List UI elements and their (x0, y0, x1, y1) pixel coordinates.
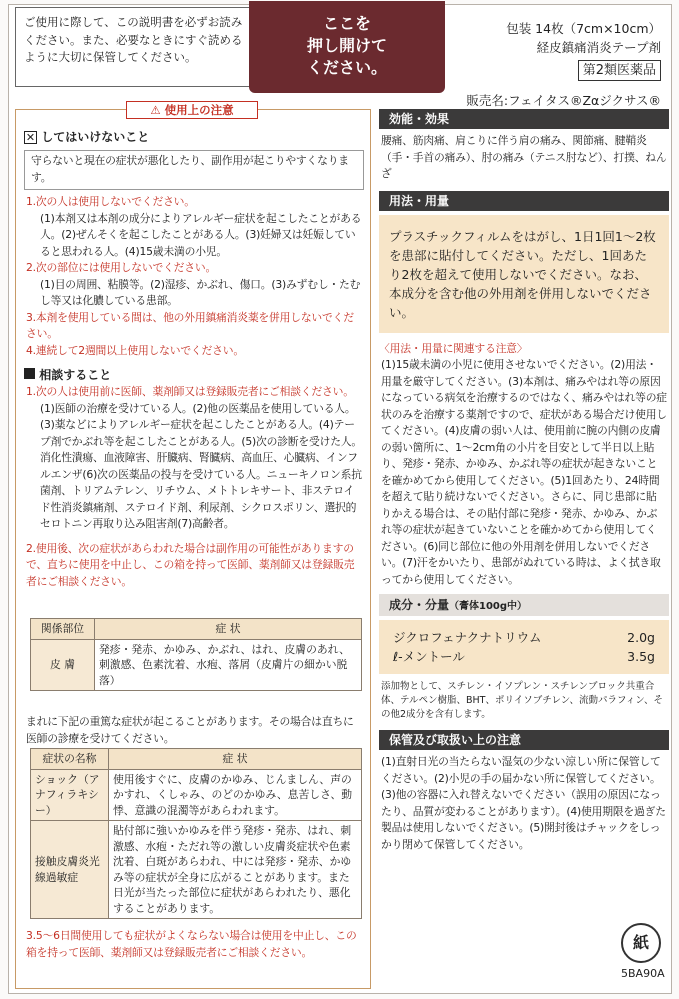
ingredients-sub: （膏体100g中） (449, 601, 528, 612)
caution-title-text: 使用上の注意 (164, 103, 234, 117)
open-here-flap[interactable] (249, 1, 445, 93)
product-code: 5BA90A (621, 967, 665, 980)
table-cell: 貼付部に強いかゆみを伴う発疹・発赤、はれ、刺激感、水疱・ただれ等の激しい皮膚炎症状や色素沈着、白斑があらわれ、中には発疹・発赤、かゆみ等の症状が全身に広がることがあります。また日光が当たった部位に症状があらわれたり、悪化することがあります。 (109, 821, 362, 919)
info-column (379, 109, 669, 857)
dont-item-title: 1.次の人は使用しないでください。 (26, 195, 195, 208)
related-title: 〈用法・用量に関連する注意〉 (379, 341, 528, 355)
effects-heading: 効能・効果 (379, 109, 669, 129)
storage-heading: 保管及び取扱い上の注意 (379, 730, 669, 750)
flap-line: 押し開けて (306, 36, 387, 55)
dont-item: 4.連続して2週間以上使用しないでください。 (26, 343, 244, 357)
table-header: 症 状 (95, 619, 362, 640)
table-cell: 使用後すぐに、皮膚のかゆみ、じんましん、声のかすれ、くしゃみ、のどのかゆみ、息苦しさ、動悸、意識の混濁等があらわれます。 (109, 769, 362, 821)
ingredient-name: ℓ-メントール (393, 649, 465, 664)
table-cell: ショック（アナフィラキシー） (31, 769, 109, 821)
dont-item-title: 2.次の部位には使用しないでください。 (26, 261, 217, 274)
dont-list (26, 194, 364, 359)
prohibit-icon: ✕ (25, 131, 36, 144)
ingredients-title: 成分・分量 (389, 598, 450, 612)
ingredient-amount: 3.5g (627, 649, 655, 664)
caution-section (15, 103, 371, 989)
usage-body: プラスチックフィルムをはがし、1日1回1～2枚を患部に貼付してください。ただし、1回あたり2枚を超えて使用しないでください。なお、本成分を含む他の外用剤を併用しないでください。 (379, 215, 669, 333)
flap-line: ここを (322, 14, 371, 33)
consult-heading (24, 366, 111, 383)
effects-body: 腰痛、筋肉痛、肩こりに伴う肩の痛み、関節痛、腱鞘炎（手・手首の痛み）、肘の痛み（テニス肘など）、打撲、ねんざ (381, 134, 667, 180)
package-size: 包装 14枚（7cm×10cm） (506, 21, 661, 36)
dont-item: 3.本剤を使用している間は、他の外用鎮痛消炎薬を併用しないでください。 (26, 310, 354, 340)
related-body: (1)15歳未満の小児に使用させないでください。(2)用法・用量を厳守してください。(3)本剤は、痛みやはれ等の原因になっている病気を治療するのではなく、痛みやはれ等の症状のみを治療する薬剤ですので、症状がある場合だけ使用してください。(4)皮膚の弱い人は、使用前に腕の内側の皮膚の弱い箇所に、1～2cm角の小片を目安として半日以上貼り、発疹・発赤、かゆみ、かぶれ等の症状が起きないことを確かめてから使用してください。(5)1回あたり、24時間を超えて貼り続けないでください。さらに、同じ患部に貼りかえる場合は、その貼付部に発疹・発赤、かゆみ、かぶれ等の症状が起きていないことを確かめてから使用してください。(6)同じ部位に他の外用剤を併用しないでください。(7)汗をかいたり、患部がぬれている時は、よく拭き取ってから使用してください。 (381, 358, 667, 586)
serious-effects-table (30, 748, 362, 919)
rare-notice: まれに下記の重篤な症状が起こることがあります。その場合は直ちに医師の診療を受けてください。 (26, 715, 354, 745)
consult-item: 3.5～6日間使用しても症状がよくならない場合は使用を中止し、この箱を持って医師、薬剤師又は登録販売者にご相談ください。 (26, 929, 357, 959)
consult-item-body: (1)医師の治療を受けている人。(2)他の医薬品を使用している人。(3)薬などによりアレルギー症状を起こしたことがある人。(4)テープ剤でかぶれ等を起こしたことがある人。(5)次の診断を受けた人。消化性潰瘍、血液障害、肝臓病、腎臓病、高血圧、心臓病、インフルエンザ(6)次の医薬品の投与を受けている人。ニューキノロン系抗菌剤、トリアムテレン、リチウム、メトトレキサート、非ステロイド性消炎鎮痛剤、ステロイド剤、利尿剤、シクロスポリン、選択的セロトニン再取り込み阻害剤(7)高齢者。 (40, 401, 363, 530)
dosage-form: 経皮鎮痛消炎テープ剤 (536, 40, 661, 55)
paper-recycle-icon (621, 923, 661, 963)
ingredient-row (393, 647, 655, 666)
side-effects-table (30, 618, 362, 691)
consult-item-title: 1.次の人は使用前に医師、薬剤師又は登録販売者にご相談ください。 (26, 385, 354, 398)
flap-line: ください。 (306, 58, 387, 77)
dont-item-body: (1)目の周囲、粘膜等。(2)湿疹、かぶれ、傷口。(3)みずむし・たむし等又は化膿している患部。 (40, 277, 361, 307)
drug-class-badge: 第2類医薬品 (578, 60, 661, 81)
ingredients-box (379, 620, 669, 674)
storage-body: (1)直射日光の当たらない湿気の少ない涼しい所に保管してください。(2)小児の手の届かない所に保管してください。(3)他の容器に入れ替えないでください（誤用の原因になったり、品質が変わることがあります）。(4)使用期限を過ぎた製品は使用しないでください。(5)開封後はチャックをしっかり閉めて保管してください。 (381, 755, 666, 851)
table-cell: 皮 膚 (31, 639, 95, 691)
table-cell: 接触皮膚炎光線過敏症 (31, 821, 109, 919)
table-cell: 発疹・発赤、かゆみ、かぶれ、はれ、皮膚のあれ、刺激感、色素沈着、水疱、落屑（皮膚片の細かい脱落） (95, 639, 362, 691)
hand-icon (24, 368, 35, 379)
dont-item-body: (1)本剤又は本剤の成分によりアレルギー症状を起こしたことがある人。(2)ぜんそくを起こしたことがある人。(3)妊婦又は妊娠していると思われる人。(4)15歳未満の小児。 (40, 211, 362, 258)
table-header: 症 状 (109, 749, 362, 770)
ingredients-heading (379, 594, 669, 616)
read-notice: ご使用に際して、この説明書を必ずお読みください。また、必要なときにすぐ読めるように大切に保管してください。 (15, 7, 255, 87)
table-header: 症状の名称 (31, 749, 109, 770)
insert-frame (8, 4, 672, 994)
ingredient-name: ジクロフェナクナトリウム (393, 630, 542, 645)
additives-text: 添加物として、スチレン・イソプレン・スチレンブロック共重合体、テルペン樹脂、BHT、ポリイソブチレン、流動パラフィン、その他2成分を含有します。 (381, 681, 663, 720)
consult-list (26, 384, 364, 590)
brand-name: 販売名:フェイタス®Zαジクサス® (466, 93, 661, 108)
dont-title: してはいけないこと (41, 130, 150, 144)
ingredient-amount: 2.0g (627, 630, 655, 645)
ingredient-row (393, 628, 655, 647)
caution-title: ⚠ 使用上の注意 (126, 101, 258, 119)
dont-intro: 守らないと現在の症状が悪化したり、副作用が起こりやすくなります。 (24, 150, 364, 190)
recycle-mark-text: 紙 (632, 933, 649, 952)
table-header: 関係部位 (31, 619, 95, 640)
consult-item: 2.使用後、次の症状があらわれた場合は副作用の可能性がありますので、直ちに使用を中止し、この箱を持って医師、薬剤師又は登録販売者にご相談ください。 (26, 541, 355, 588)
package-info (506, 19, 661, 81)
consult-title: 相談すること (39, 368, 112, 382)
dont-heading (24, 128, 149, 145)
usage-heading: 用法・用量 (379, 191, 669, 211)
